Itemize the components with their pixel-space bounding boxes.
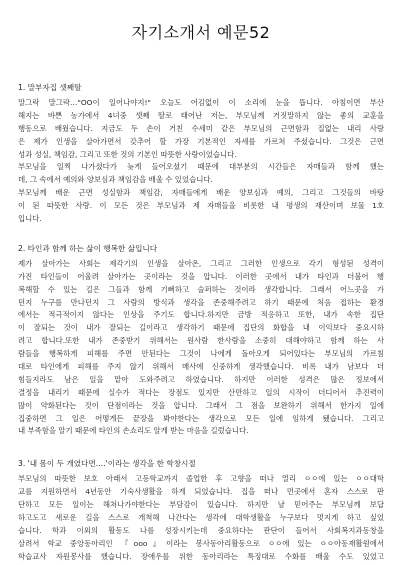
paragraph-line: 던지 누구를 만나던지 그 사람의 방식과 생각을 존중해주려고 하기 때문에 처음 접하는 환경 bbox=[18, 297, 384, 307]
paragraph-line: 교를 지원하면서 4년동안 기숙사생활을 하게 되었습니다. 집을 떠나 먼곳에서 혼자 스스로 판 bbox=[18, 487, 384, 497]
paragraph-line: 대로 타인에게 피해를 주지 않기 위해서 매사에 신중하게 생각했습니다. 비록 내가 남보다 더 bbox=[18, 362, 384, 372]
document-title: 자기소개서 예문52 bbox=[131, 23, 271, 42]
paragraph-line: 많이 약화된다는 것이 단점이라는 것을 압니다. 그래서 그 점을 보완하기 위해서 한가지 일에 bbox=[18, 400, 384, 410]
paragraph-line: 제가 살아가는 사회는 제각기의 인생을 살아온, 그리고 그러한 인생으로 각기 형성된 성격이 bbox=[18, 258, 384, 268]
paragraph-line: 하고도고 새로운 길을 스스로 개척해 나간다는 생각에 대학생활을 누구보다 멋지게 하고 싶었 bbox=[18, 513, 384, 523]
paragraph-line: 부모님을 일찍 나가셨다가 늦게 들어오셨기 때문에 대부분의 시간들은 자매들과 함께 했는 bbox=[18, 162, 384, 172]
section-heading: 2. 타인과 함께 하는 삶이 행복한 삶입니다 bbox=[18, 243, 158, 253]
paragraph-line: 단하고 모든 일이는 해쳐나가야한다는 부담감이 있습니다. 하지만 날 믿어주는 부모님께 보답 bbox=[18, 500, 384, 510]
paragraph-line: 가진 타인들이 어울려 살아가는 곳이라는 것을 압니다. 이러한 곳에서 내가 타인과 더불어 행 bbox=[18, 271, 384, 281]
paragraph-line: 은 제가 인생을 살아가면서 갖추어 할 가장 기본적인 자세를 가르쳐 주셨습니다. 그것은 근면 bbox=[18, 136, 384, 146]
section-heading: 1. 말부자집 셋째딸 bbox=[18, 83, 82, 92]
paragraph-line: 이 된 따뜻한 사랑. 이 모든 것은 부모님과 제 자매들을 비롯한 내 평생의 재산이며 보물 1호 bbox=[18, 201, 384, 211]
paragraph-line: 집중하면 그 일은 어떻게든 끝장을 봐야한다는 생각으로 모든 일에 임하게 됐습니다. 그리고 bbox=[18, 413, 384, 423]
paragraph-line: 부모님의 따뜻한 보호 아래서 고등학교까지 졸업한 후 고향을 떠나 멀리 ㅇㅇ에 있는 ㅇㅇ대학 bbox=[18, 474, 384, 484]
paragraph-line: 말그락 말그락…"OO이 일어나야지!" 오늘도 어김없이 이 소리에 눈을 뜹니다. 아침이면 부산 bbox=[18, 98, 384, 107]
paragraph-line: 입니다. bbox=[18, 214, 42, 224]
paragraph-line: 행동으로 배웠습니다. 지금도 두 손이 거친 수세미 같은 부모님의 근면함과 질없는 내리 사랑 bbox=[18, 123, 384, 133]
paragraph-line: 에서는 적극적이지 않다는 인상을 주기도 합니다.하지만 금방 적응하고 또한, 내가 속한 집단 bbox=[18, 310, 384, 320]
paragraph-line: 해지는 바쁜 농가에서 4녀중 셋째 딸로 태어난 저는, 부모님께 거짓말하지 않는 좋의 교훈을 bbox=[18, 110, 384, 120]
paragraph-line: 학습교사 자원봉사를 했습니다. 장애우를 위한 동아리라는 특징대로 수화를 배울 수도 있었고 bbox=[18, 551, 384, 561]
paragraph-line: 결정을 내리기 때문에 실수가 적다는 장점도 있지만 산만하고 일의 시작이 더디어서 추진력이 bbox=[18, 387, 384, 397]
paragraph-line: 성과 성실, 책임감, 그리고 또한 것의 기본인 따뜻한 사랑이었습니다. bbox=[18, 149, 237, 159]
paragraph-line: 습니다. 학과 이외의 활동도 나를 성장시키는데 중요하다는 판단이 들어서 사회복지과동창을 bbox=[18, 525, 384, 535]
paragraph-line: 부모님께 배운 근면 성실함과 책임감, 자매들에게 배운 양보심과 예의, 그리고 그것들의 바탕 bbox=[18, 188, 384, 198]
section-1 bbox=[18, 82, 384, 226]
paragraph-line: 람들을 행복하게 피해를 주면 안된다는 그것이 나에게 돌아오게 되어있다는 부모님의 가르침 bbox=[18, 349, 384, 359]
paragraph-line: 내 부족함을 알기 때문에 타인의 손쇼리도 알게 받는 마음을 길렀습니다. bbox=[18, 426, 249, 436]
paragraph-line: 살려서 학교 중앙동아리인 『ooo』이라는 봉사동아리활동으로 ㅇㅇ에 있는 ㅇㅇ아동재활원에서 bbox=[18, 538, 384, 548]
section-heading: 3. '내 몸이 두 개였다면….'이라는 생각을 한 학창시절 bbox=[18, 459, 196, 469]
paragraph-line: 복해할 수 있는 길은 그들과 함께 기뻐하고 슬퍼하는 것이라 생각합니다. 그래서 어느곳을 가 bbox=[18, 284, 384, 294]
paragraph-line: 이 잘되는 것이 내가 잘되는 길이라고 생각하기 때문에 집단의 화합을 내 이익보다 중요시하 bbox=[18, 323, 384, 333]
paragraph-line: 힘들지라도 남은 일을 맡아 도와주려고 하였습니다. 하지만 이러한 성격은 많은 정보에서 bbox=[18, 374, 384, 384]
paragraph-line: 려고 합니다.또한 내가 존중받기 위해서는 원사람 한사람을 소중히 대해야하고 함께 하는 사 bbox=[18, 336, 384, 346]
paragraph-line: 데, 그 속에서 예의와 양보심과 책임감을 배울 수 있었습니다. bbox=[18, 175, 213, 185]
section-3 bbox=[18, 458, 384, 563]
section-2 bbox=[18, 243, 384, 438]
